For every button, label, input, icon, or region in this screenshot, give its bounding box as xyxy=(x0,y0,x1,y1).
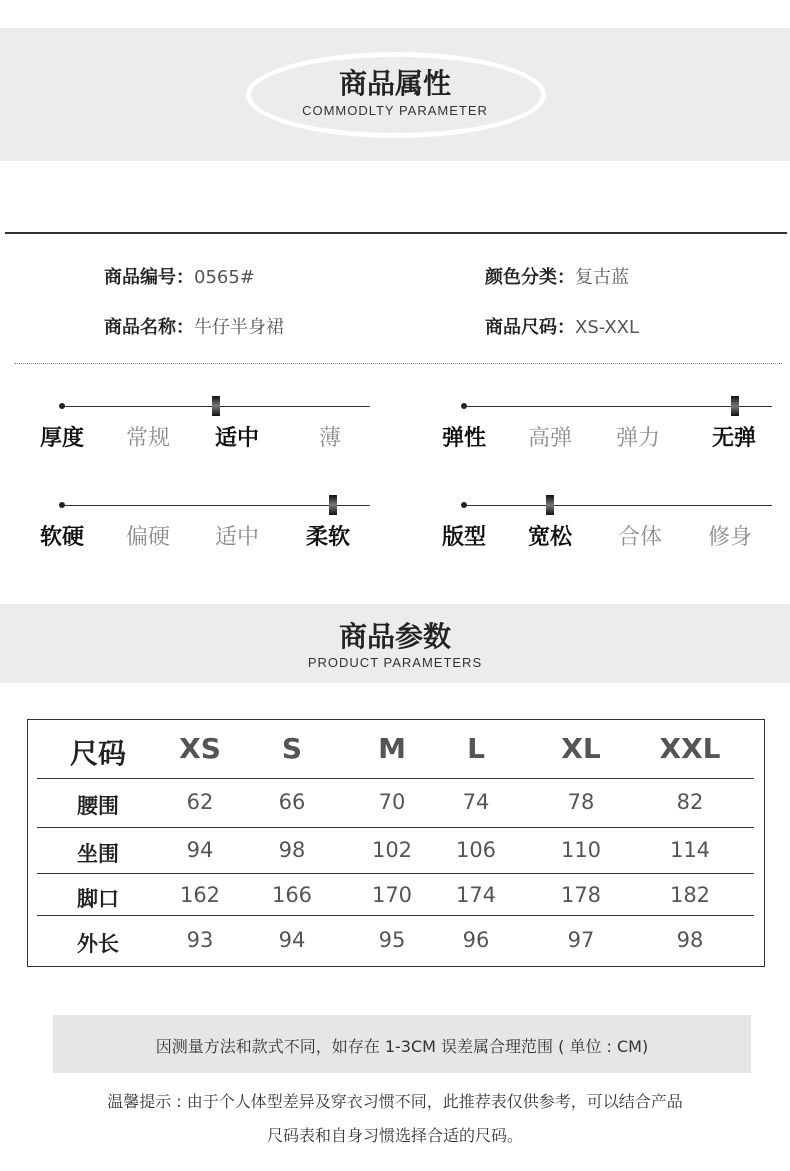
tip-line-2: 尺码表和自身习惯选择合适的尺码。 xyxy=(266,1126,523,1145)
table-cell: 82 xyxy=(676,790,704,814)
scale-name: 版型 xyxy=(442,525,487,550)
table-cell: 102 xyxy=(371,838,413,862)
table-header-size: S xyxy=(281,732,303,765)
scale-marker xyxy=(329,495,337,515)
product-name-label: 商品名称： xyxy=(104,317,194,338)
scale-track xyxy=(464,406,772,407)
product-size xyxy=(485,313,639,339)
scale-option: 高弹 xyxy=(527,426,573,451)
table-cell: 178 xyxy=(560,883,602,907)
scale-name: 厚度 xyxy=(40,426,85,451)
table-rule xyxy=(37,873,754,874)
attributes-subtitle: COMMODLTY PARAMETER xyxy=(302,103,488,118)
scale-option: 宽松 xyxy=(527,525,573,550)
scale-option: 合体 xyxy=(617,525,663,550)
table-cell: 95 xyxy=(378,928,406,952)
table-cell: 174 xyxy=(455,883,497,907)
scale-marker xyxy=(212,396,220,416)
product-size-value: XS-XXL xyxy=(575,317,640,338)
table-header-label: 尺码 xyxy=(69,737,126,770)
product-name-value: 牛仔半身裙 xyxy=(194,317,284,338)
table-cell: 78 xyxy=(567,790,595,814)
divider xyxy=(5,232,787,234)
scale-marker xyxy=(546,495,554,515)
table-rule xyxy=(37,778,754,779)
scale-name: 软硬 xyxy=(40,525,85,550)
table-row-label: 脚口 xyxy=(77,887,119,911)
scale-option: 柔软 xyxy=(305,525,351,550)
product-color-label: 颜色分类： xyxy=(485,267,575,288)
scale-option: 适中 xyxy=(214,426,260,451)
table-cell: 170 xyxy=(371,883,413,907)
table-cell: 114 xyxy=(669,838,711,862)
product-color-value: 复古蓝 xyxy=(575,267,629,288)
scale-track xyxy=(62,505,370,506)
table-header-size: XS xyxy=(179,732,221,765)
parameters-title: 商品参数 xyxy=(338,620,451,653)
table-cell: 166 xyxy=(271,883,313,907)
table-cell: 94 xyxy=(278,928,306,952)
table-cell: 66 xyxy=(278,790,306,814)
table-cell: 162 xyxy=(179,883,221,907)
table-cell: 110 xyxy=(560,838,602,862)
scale-option: 适中 xyxy=(214,525,260,550)
scale-marker xyxy=(731,396,739,416)
product-code-value: 0565# xyxy=(194,267,255,288)
table-row-label: 坐围 xyxy=(77,842,119,866)
table-row-label: 外长 xyxy=(77,932,119,956)
scale-start-dot xyxy=(461,502,467,508)
scale-option: 常规 xyxy=(125,426,171,451)
scale-name: 弹性 xyxy=(442,426,487,451)
product-code xyxy=(104,263,255,289)
table-cell: 182 xyxy=(669,883,711,907)
table-cell: 62 xyxy=(186,790,214,814)
table-cell: 96 xyxy=(462,928,490,952)
table-header-size: XXL xyxy=(659,732,721,765)
table-cell: 74 xyxy=(462,790,490,814)
table-cell: 97 xyxy=(567,928,595,952)
table-cell: 106 xyxy=(455,838,497,862)
table-rule xyxy=(37,827,754,828)
dotted-divider xyxy=(14,363,782,364)
table-rule xyxy=(37,915,754,916)
table-cell: 94 xyxy=(186,838,214,862)
measurement-note: 因测量方法和款式不同，如存在 1-3CM 误差属合理范围 ( 单位 : CM) xyxy=(155,1037,649,1056)
table-row-label: 腰围 xyxy=(77,794,119,818)
scale-option: 薄 xyxy=(318,426,342,451)
table-cell: 98 xyxy=(278,838,306,862)
tip-line-1: 温馨提示 : 由于个人体型差异及穿衣习惯不同，此推荐表仅供参考，可以结合产品 xyxy=(107,1092,683,1111)
scale-start-dot xyxy=(461,403,467,409)
scale-start-dot xyxy=(59,502,65,508)
scale-option: 偏硬 xyxy=(125,525,171,550)
product-code-label: 商品编号： xyxy=(104,267,194,288)
parameters-subtitle: PRODUCT PARAMETERS xyxy=(307,655,483,670)
table-header-size: L xyxy=(467,732,485,765)
attributes-title: 商品属性 xyxy=(338,67,451,100)
table-cell: 93 xyxy=(186,928,214,952)
product-size-label: 商品尺码： xyxy=(485,317,575,338)
scale-track xyxy=(464,505,772,506)
table-cell: 98 xyxy=(676,928,704,952)
table-header-size: M xyxy=(378,732,406,765)
product-name xyxy=(104,313,284,339)
product-color xyxy=(485,263,629,289)
table-header-size: XL xyxy=(561,732,601,765)
scale-option: 无弹 xyxy=(711,426,757,451)
scale-option: 修身 xyxy=(707,525,753,550)
table-cell: 70 xyxy=(378,790,406,814)
scale-start-dot xyxy=(59,403,65,409)
scale-option: 弹力 xyxy=(615,426,661,451)
